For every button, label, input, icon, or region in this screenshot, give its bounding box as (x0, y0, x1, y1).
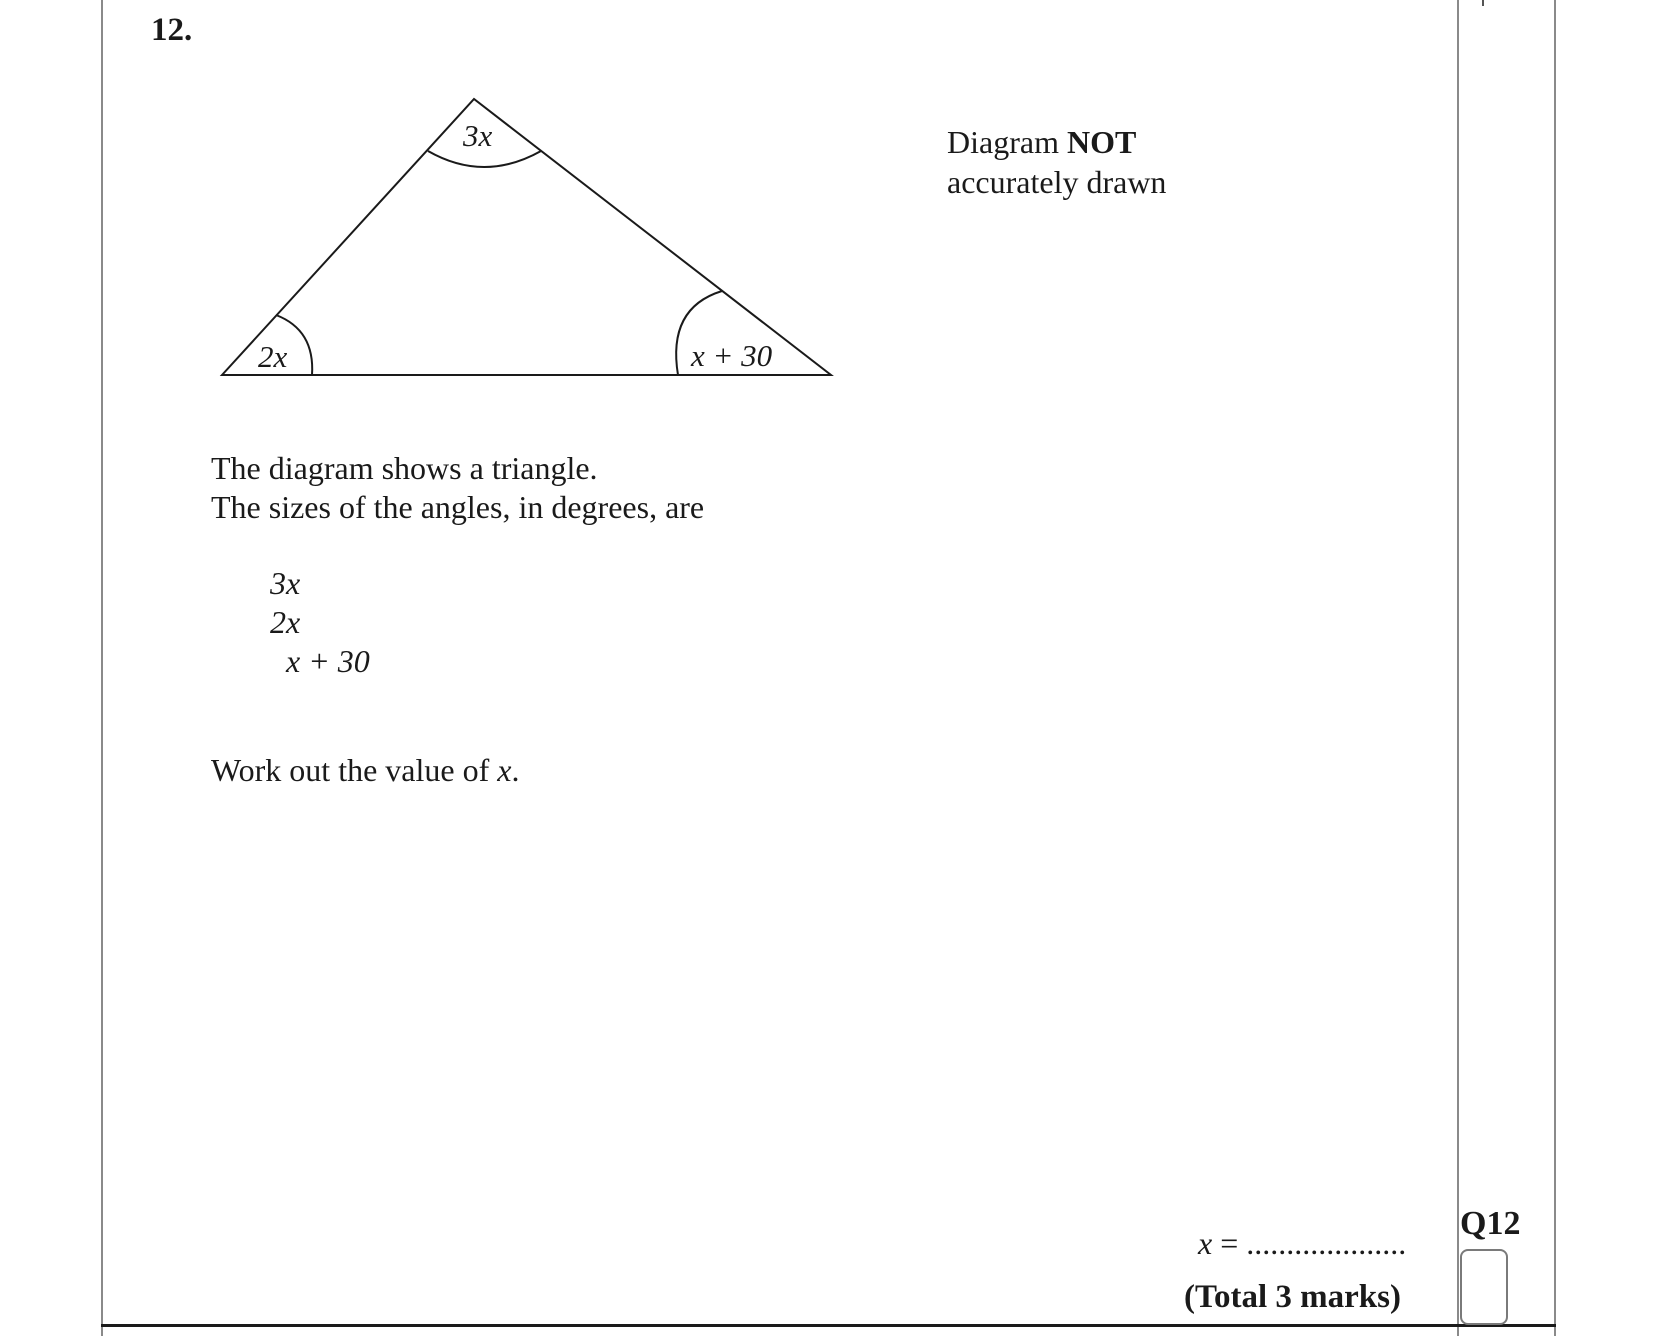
task-prefix: Work out the value of (211, 752, 490, 788)
task-suffix: . (511, 752, 520, 788)
margin-question-label: Q12 (1460, 1205, 1521, 1242)
question-text-line2: The sizes of the angles, in degrees, are (211, 489, 705, 525)
top-angle-arc (428, 151, 541, 167)
triangle-diagram (0, 0, 1656, 420)
angle-expression-3: x + 30 (286, 643, 370, 679)
task-variable: x (497, 752, 512, 788)
note-emphasis: NOT (1066, 124, 1137, 160)
angle-expression-2: 2x (270, 604, 301, 640)
answer-equals: = (1220, 1225, 1239, 1261)
answer-line (1198, 1225, 1406, 1262)
total-marks: (Total 3 marks) (1184, 1279, 1401, 1315)
note-prefix: Diagram (947, 124, 1059, 160)
marks-box (1460, 1249, 1508, 1325)
bottom-rule (101, 1324, 1556, 1327)
angle-expression-1: 3x (270, 565, 301, 601)
answer-variable: x (1198, 1225, 1213, 1261)
left-angle-label: 2x (258, 339, 288, 374)
question-text-line1: The diagram shows a triangle. (211, 450, 598, 486)
note-line2: accurately drawn (947, 164, 1167, 200)
answer-blank[interactable]: .................... (1246, 1225, 1407, 1261)
question-number: 12. (151, 12, 193, 48)
task-instruction (211, 752, 519, 789)
diagram-note (947, 122, 1166, 202)
triangle (222, 99, 831, 375)
top-angle-label: 3x (463, 118, 493, 153)
right-angle-label: x + 30 (691, 338, 773, 373)
